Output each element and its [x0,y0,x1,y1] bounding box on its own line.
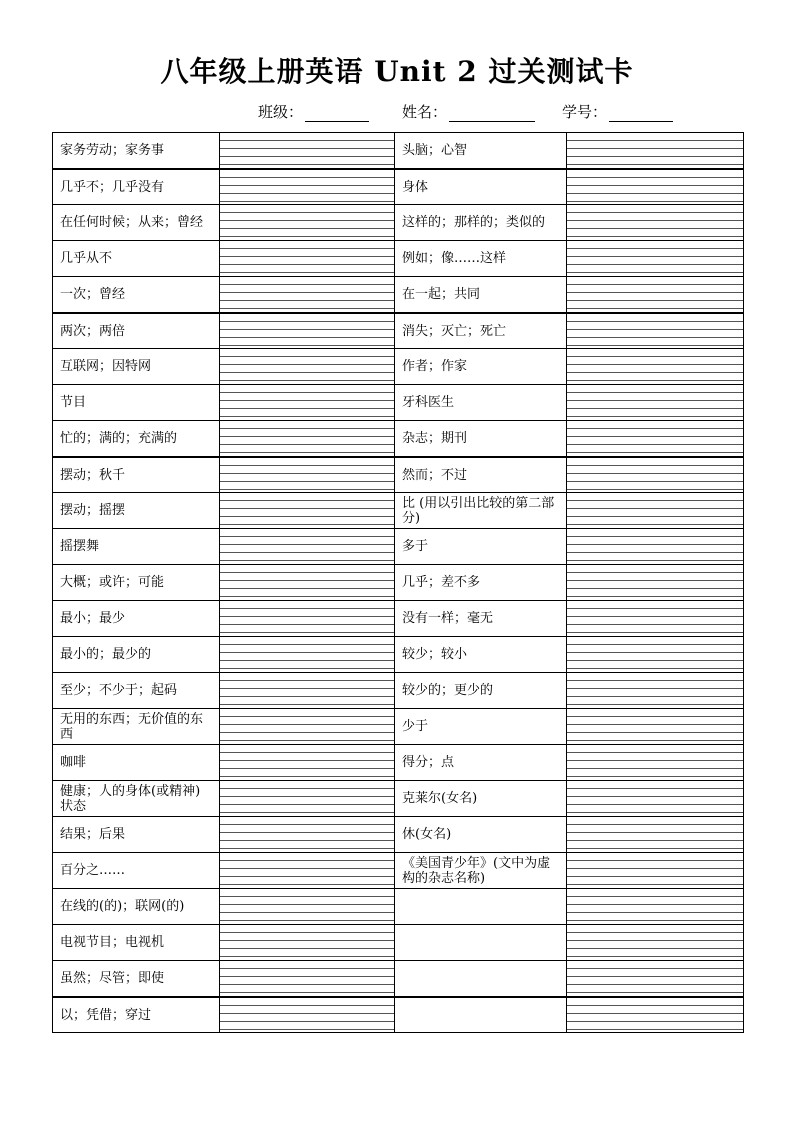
chinese-meaning-left: 最小；最少 [53,601,220,636]
student-info-line [0,101,794,123]
answer-lines-left[interactable] [220,241,395,276]
answer-lines-left[interactable] [220,889,395,924]
answer-lines-right[interactable] [567,385,743,420]
table-row [53,384,743,420]
answer-lines-right[interactable] [567,529,743,564]
chinese-meaning-right [395,925,567,960]
chinese-meaning-left: 至少；不少于；起码 [53,673,220,708]
table-row [53,204,743,240]
chinese-meaning-right: 消失；灭亡；死亡 [395,314,567,348]
chinese-meaning-left: 互联网；因特网 [53,349,220,384]
chinese-meaning-left: 电视节目；电视机 [53,925,220,960]
chinese-meaning-left: 几乎从不 [53,241,220,276]
answer-lines-right[interactable] [567,241,743,276]
answer-lines-left[interactable] [220,817,395,852]
chinese-meaning-left: 虽然；尽管；即使 [53,961,220,996]
answer-lines-left[interactable] [220,529,395,564]
answer-lines-left[interactable] [220,314,395,348]
answer-lines-left[interactable] [220,170,395,204]
chinese-meaning-right: 在一起；共同 [395,277,567,312]
table-row [53,420,743,456]
chinese-meaning-left: 无用的东西；无价值的东西 [53,709,220,744]
chinese-meaning-right: 休(女名) [395,817,567,852]
table-row [53,708,743,744]
answer-lines-left[interactable] [220,961,395,996]
table-row [53,888,743,924]
name-blank[interactable] [449,105,535,122]
class-field [258,101,369,122]
answer-lines-left[interactable] [220,673,395,708]
answer-lines-right[interactable] [567,709,743,744]
answer-lines-left[interactable] [220,349,395,384]
answer-lines-right[interactable] [567,421,743,456]
answer-lines-right[interactable] [567,277,743,312]
answer-lines-left[interactable] [220,925,395,960]
answer-lines-right[interactable] [567,817,743,852]
answer-lines-right[interactable] [567,961,743,996]
chinese-meaning-right [395,961,567,996]
number-blank[interactable] [609,105,673,122]
chinese-meaning-left: 摆动；秋千 [53,458,220,492]
table-row [53,564,743,600]
answer-lines-right[interactable] [567,170,743,204]
number-label: 学号： [562,103,608,121]
chinese-meaning-right: 牙科医生 [395,385,567,420]
answer-lines-right[interactable] [567,637,743,672]
chinese-meaning-right: 头脑；心智 [395,133,567,168]
answer-lines-left[interactable] [220,493,395,528]
chinese-meaning-left: 以；凭借；穿过 [53,998,220,1032]
table-row [53,816,743,852]
chinese-meaning-left: 一次；曾经 [53,277,220,312]
chinese-meaning-left: 咖啡 [53,745,220,780]
table-row [53,672,743,708]
chinese-meaning-right: 几乎；差不多 [395,565,567,600]
chinese-meaning-left: 在线的(的)；联网(的) [53,889,220,924]
chinese-meaning-left: 忙的；满的；充满的 [53,421,220,456]
answer-lines-right[interactable] [567,889,743,924]
answer-lines-right[interactable] [567,314,743,348]
answer-lines-right[interactable] [567,349,743,384]
chinese-meaning-right: 多于 [395,529,567,564]
chinese-meaning-right: 例如；像……这样 [395,241,567,276]
table-row [53,312,743,348]
number-field [562,101,673,122]
table-row [53,276,743,312]
table-row [53,528,743,564]
chinese-meaning-right: 作者；作家 [395,349,567,384]
chinese-meaning-right: 这样的；那样的；类似的 [395,205,567,240]
answer-lines-left[interactable] [220,709,395,744]
chinese-meaning-left: 大概；或许；可能 [53,565,220,600]
answer-lines-left[interactable] [220,998,395,1032]
answer-lines-left[interactable] [220,385,395,420]
answer-lines-right[interactable] [567,781,743,816]
answer-lines-left[interactable] [220,781,395,816]
answer-lines-left[interactable] [220,205,395,240]
chinese-meaning-left: 结果；后果 [53,817,220,852]
chinese-meaning-left: 健康；人的身体(或精神)状态 [53,781,220,816]
chinese-meaning-left: 最小的；最少的 [53,637,220,672]
answer-lines-left[interactable] [220,745,395,780]
chinese-meaning-right: 比 (用以引出比较的第二部分) [395,493,567,528]
table-row [53,780,743,816]
answer-lines-left[interactable] [220,565,395,600]
table-row [53,600,743,636]
answer-lines-right[interactable] [567,565,743,600]
answer-lines-left[interactable] [220,637,395,672]
answer-lines-right[interactable] [567,493,743,528]
table-row [53,456,743,492]
answer-lines-right[interactable] [567,673,743,708]
answer-lines-right[interactable] [567,133,743,168]
chinese-meaning-left: 两次；两倍 [53,314,220,348]
chinese-meaning-right: 较少的；更少的 [395,673,567,708]
answer-lines-left[interactable] [220,601,395,636]
chinese-meaning-right: 较少；较小 [395,637,567,672]
answer-lines-right[interactable] [567,853,743,888]
chinese-meaning-right [395,889,567,924]
table-row [53,636,743,672]
chinese-meaning-left: 节目 [53,385,220,420]
table-row [53,924,743,960]
answer-lines-left[interactable] [220,133,395,168]
chinese-meaning-left: 百分之…… [53,853,220,888]
chinese-meaning-left: 摆动；摇摆 [53,493,220,528]
chinese-meaning-right: 少于 [395,709,567,744]
chinese-meaning-right: 得分；点 [395,745,567,780]
class-blank[interactable] [305,105,369,122]
name-field [402,101,535,122]
answer-lines-left[interactable] [220,458,395,492]
vocabulary-table [52,132,744,1033]
chinese-meaning-right: 《美国青少年》(文中为虚构的杂志名称) [395,853,567,888]
answer-lines-right[interactable] [567,601,743,636]
chinese-meaning-right [395,998,567,1032]
table-row [53,240,743,276]
answer-lines-left[interactable] [220,277,395,312]
chinese-meaning-right: 身体 [395,170,567,204]
answer-lines-right[interactable] [567,205,743,240]
chinese-meaning-left: 家务劳动；家务事 [53,133,220,168]
chinese-meaning-right: 然而；不过 [395,458,567,492]
answer-lines-left[interactable] [220,853,395,888]
table-row [53,348,743,384]
table-row [53,960,743,996]
table-row [53,492,743,528]
table-row [53,996,743,1032]
table-row [53,852,743,888]
chinese-meaning-right: 杂志；期刊 [395,421,567,456]
chinese-meaning-right: 克莱尔(女名) [395,781,567,816]
answer-lines-right[interactable] [567,745,743,780]
chinese-meaning-right: 没有一样；毫无 [395,601,567,636]
page-title: 八年级上册英语 Unit 2 过关测试卡 [160,55,634,88]
chinese-meaning-left: 几乎不；几乎没有 [53,170,220,204]
table-row [53,744,743,780]
chinese-meaning-left: 在任何时候；从来；曾经 [53,205,220,240]
name-label: 姓名： [402,103,448,121]
table-row [53,168,743,204]
table-row [53,132,743,168]
answer-lines-right[interactable] [567,998,743,1032]
chinese-meaning-left: 摇摆舞 [53,529,220,564]
answer-lines-right[interactable] [567,925,743,960]
class-label: 班级： [258,103,304,121]
answer-lines-left[interactable] [220,421,395,456]
answer-lines-right[interactable] [567,458,743,492]
